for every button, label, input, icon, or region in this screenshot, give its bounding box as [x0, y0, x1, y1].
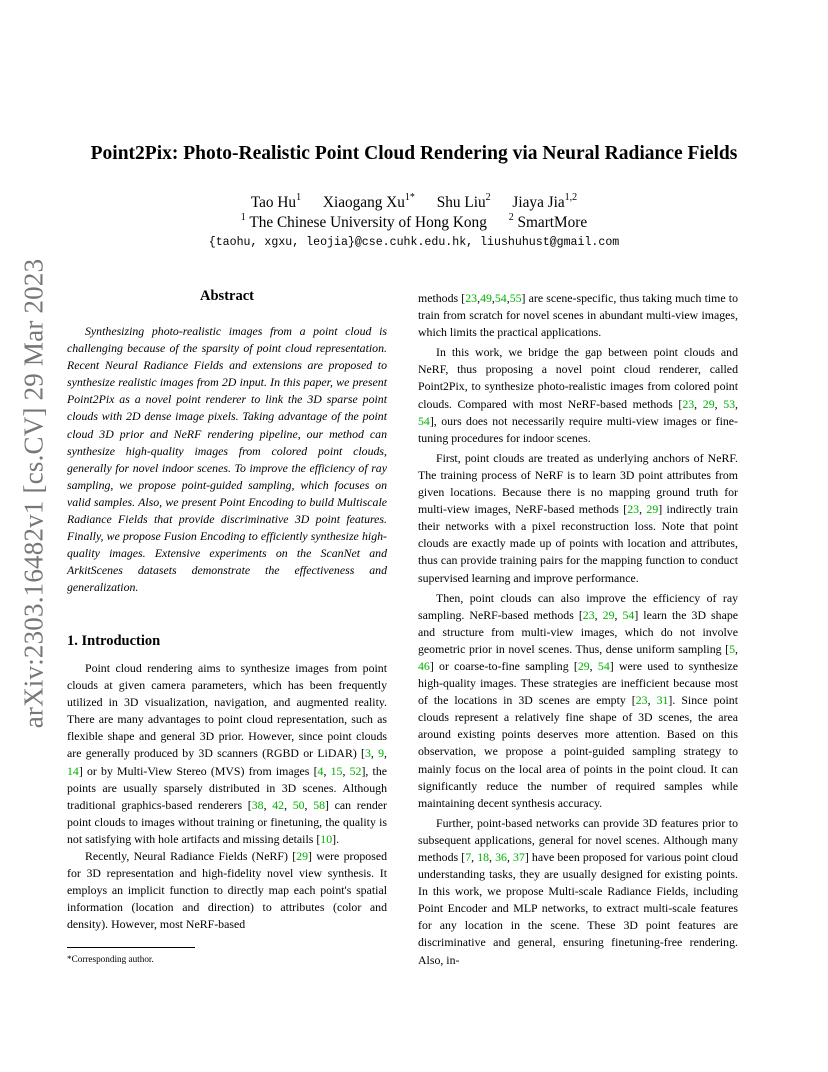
affiliation: $^2$ SmartMore	[508, 211, 588, 231]
paragraph: Further, point-based networks can provide 3D features prior to subsequent applications, general for novel scenes. Although many methods [7, 18, 36, 37] have been proposed for various point cloud understanding tasks, they are usually designed for existing points. In this work, we propose Multi-scale Radiance Fields, including Point Encoder and MLP networks, to extract multi-scale features for any location in the scene. These 3D point features are discriminative and general, ensuring finetuning-free rendering. Also, in-	[418, 815, 739, 967]
right-column	[418, 290, 738, 969]
citation-link[interactable]: 18	[477, 850, 490, 864]
paragraph: Then, point clouds can also improve the efficiency of ray sampling. NeRF-based methods [23, 29, 54] learn the 3D shape and structure from multi-view images, which do not involve geometric prior in novel scenes. Thus, dense uniform sampling [5, 46] or coarse-to-fine sampling [29, 54] were used to synthesize high-quality images. These strategies are inefficient because most of the locations in 3D scenes are empty [23, 31]. Since point clouds represent a relatively fine shape of 3D scenes, the area around existing points deserves more attention. Based on this observation, we propose a point-guided sampling strategy to mainly focus on the local area of points in the point cloud. It can significantly reduce the number of required samples while maintaining decent synthesis accuracy.	[418, 590, 739, 810]
citation-link[interactable]: 42	[272, 797, 285, 812]
citation-link[interactable]: 54	[622, 607, 635, 622]
citation-link[interactable]: 38	[251, 797, 264, 812]
abstract-body	[67, 323, 387, 597]
citation-link[interactable]: 15	[330, 763, 343, 778]
paper-title: Point2Pix: Photo-Realistic Point Cloud Rendering via Neural Radiance Fields	[90, 143, 738, 164]
paragraph: Point cloud rendering aims to synthesize images from point clouds at given camera parameters, which has been frequently utilized in 3D visualization, navigation, and augmented reality. There are many advantages to point cloud representation, such as flexible shape and general 3D prior. However, since point clouds are generally produced by 3D scanners (RGBD or LiDAR) [3, 9, 14] or by Multi-View Stereo (MVS) from images [4, 15, 52], the points are usually sparsely distributed in 3D scenes. Although traditional graphics-based renderers [38, 42, 50, 58] can render point clouds to images without training or finetuning, the quality is not satisfying with hole artifacts and missing details [10].	[67, 661, 388, 846]
paragraph: First, point clouds are treated as underlying anchors of NeRF. The training process of NeRF is to learn 3D point attributes from given locations. Because there is no mapping ground truth for multi-view images, NeRF-based methods [23, 29] indirectly train their networks with a pixel reconstruction loss. Note that point clouds are exactly made up of points with location and attributes, thus can provide training pairs for the mapping function to conduct supervised learning and improve performance.	[418, 450, 738, 585]
affiliation-list	[60, 213, 768, 233]
section-heading-introduction: 1. Introduction	[67, 633, 161, 649]
citation-link[interactable]: 5	[729, 641, 736, 656]
citation-link[interactable]: 29	[646, 502, 659, 517]
citation-link[interactable]: 7	[465, 850, 472, 864]
intro-body	[67, 660, 387, 934]
citation-link[interactable]: 4	[317, 763, 324, 778]
citation-link[interactable]: 23	[635, 693, 648, 708]
citation-link[interactable]: 23	[582, 607, 595, 622]
citation-link[interactable]: 36	[495, 850, 507, 864]
paragraph: methods [23,49,54,55] are scene-specific, thus taking much time to train from scratch for novel scenes in abundant multi-view images, which limits the practical applications.	[418, 291, 738, 340]
affiliation: $^1$ The Chinese University of Hong Kong	[240, 211, 487, 231]
citation-link[interactable]: 10	[320, 831, 333, 846]
citation-link[interactable]: 54	[418, 413, 430, 428]
paragraph: Recently, Neural Radiance Fields (NeRF) [29] were proposed for 3D representation and high-fidelity novel view synthesis. It employs an implicit function to directly map each point's spatial information (location and direction) to attributes (color and density). However, most NeRF-based	[67, 849, 387, 932]
arxiv-stamp	[14, 258, 54, 728]
citation-link[interactable]: 31	[656, 693, 669, 708]
citation-link[interactable]: 50	[292, 797, 305, 812]
abstract-text: Synthesizing photo-realistic images from a point cloud is challenging because of the sparsity of point cloud representation. Recent Neural Radiance Fields and extensions are proposed to synthesize realistic images from 2D input. In this paper, we present Point2Pix as a novel point renderer to link the 3D sparse point clouds with 2D dense image pixels. Taking advantage of the point cloud 3D prior and NeRF rendering pipeline, our method can synthesize high-quality images from colored point clouds, generally for novel indoor scenes. To improve the efficiency of ray sampling, we propose point-guided sampling, which focuses on valid samples. Also, we present Point Encoding to build Multiscale Radiance Fields that provide discriminative 3D point features. Finally, we propose Fusion Encoding to efficiently synthesize high-quality images. Extensive experiments on the ScanNet and ArkitScenes datasets demonstrate the effectiveness and generalization.	[67, 324, 387, 595]
citation-link[interactable]: 14	[67, 763, 79, 778]
citation-link[interactable]: 23	[682, 396, 695, 411]
arxiv-id: arXiv:2303.16482v1 [cs.CV] 29 Mar 2023	[18, 258, 49, 728]
author: Tao Hu$^1$	[250, 191, 302, 211]
citation-link[interactable]: 29	[702, 396, 715, 411]
citation-link[interactable]: 23	[465, 291, 478, 305]
citation-link[interactable]: 58	[313, 797, 326, 812]
citation-link[interactable]: 23	[627, 502, 640, 517]
author: Xiaogang $Xu^{1*}$	[322, 191, 415, 211]
citation-link[interactable]: 37	[513, 850, 525, 864]
footnote: *Corresponding author.	[67, 954, 154, 964]
abstract-heading: Abstract	[200, 288, 254, 304]
citation-link[interactable]: 3	[364, 746, 371, 761]
citation-link[interactable]: 29	[296, 849, 309, 864]
author: Shu Liu$^2$	[436, 191, 491, 211]
citation-link[interactable]: 54	[494, 291, 507, 305]
citation-link[interactable]: 55	[509, 291, 522, 305]
citation-link[interactable]: 52	[349, 763, 362, 778]
footnote-divider	[67, 947, 195, 948]
paragraph: In this work, we bridge the gap between point clouds and NeRF, thus proposing a novel point cloud renderer, called Point2Pix, to synthesize photo-realistic images from colored point clouds. Compared with most NeRF-based methods [23, 29, 53, 54], ours does not necessarily require multi-view images or fine-tuning procedures for indoor scenes.	[418, 345, 739, 445]
citation-link[interactable]: 9	[378, 746, 385, 761]
author-emails: {taohu, xgxu, leojia}@cse.cuhk.edu.hk, liushuhust@gmail.com	[208, 236, 620, 249]
author-list	[60, 193, 768, 213]
citation-link[interactable]: 53	[723, 396, 736, 411]
author: Jiaya Jia$^{1,2}$	[512, 191, 578, 211]
citation-link[interactable]: 29	[577, 658, 590, 673]
citation-link[interactable]: 49	[480, 291, 492, 305]
citation-link[interactable]: 54	[597, 658, 610, 673]
citation-link[interactable]: 46	[418, 658, 430, 673]
citation-link[interactable]: 29	[602, 607, 615, 622]
